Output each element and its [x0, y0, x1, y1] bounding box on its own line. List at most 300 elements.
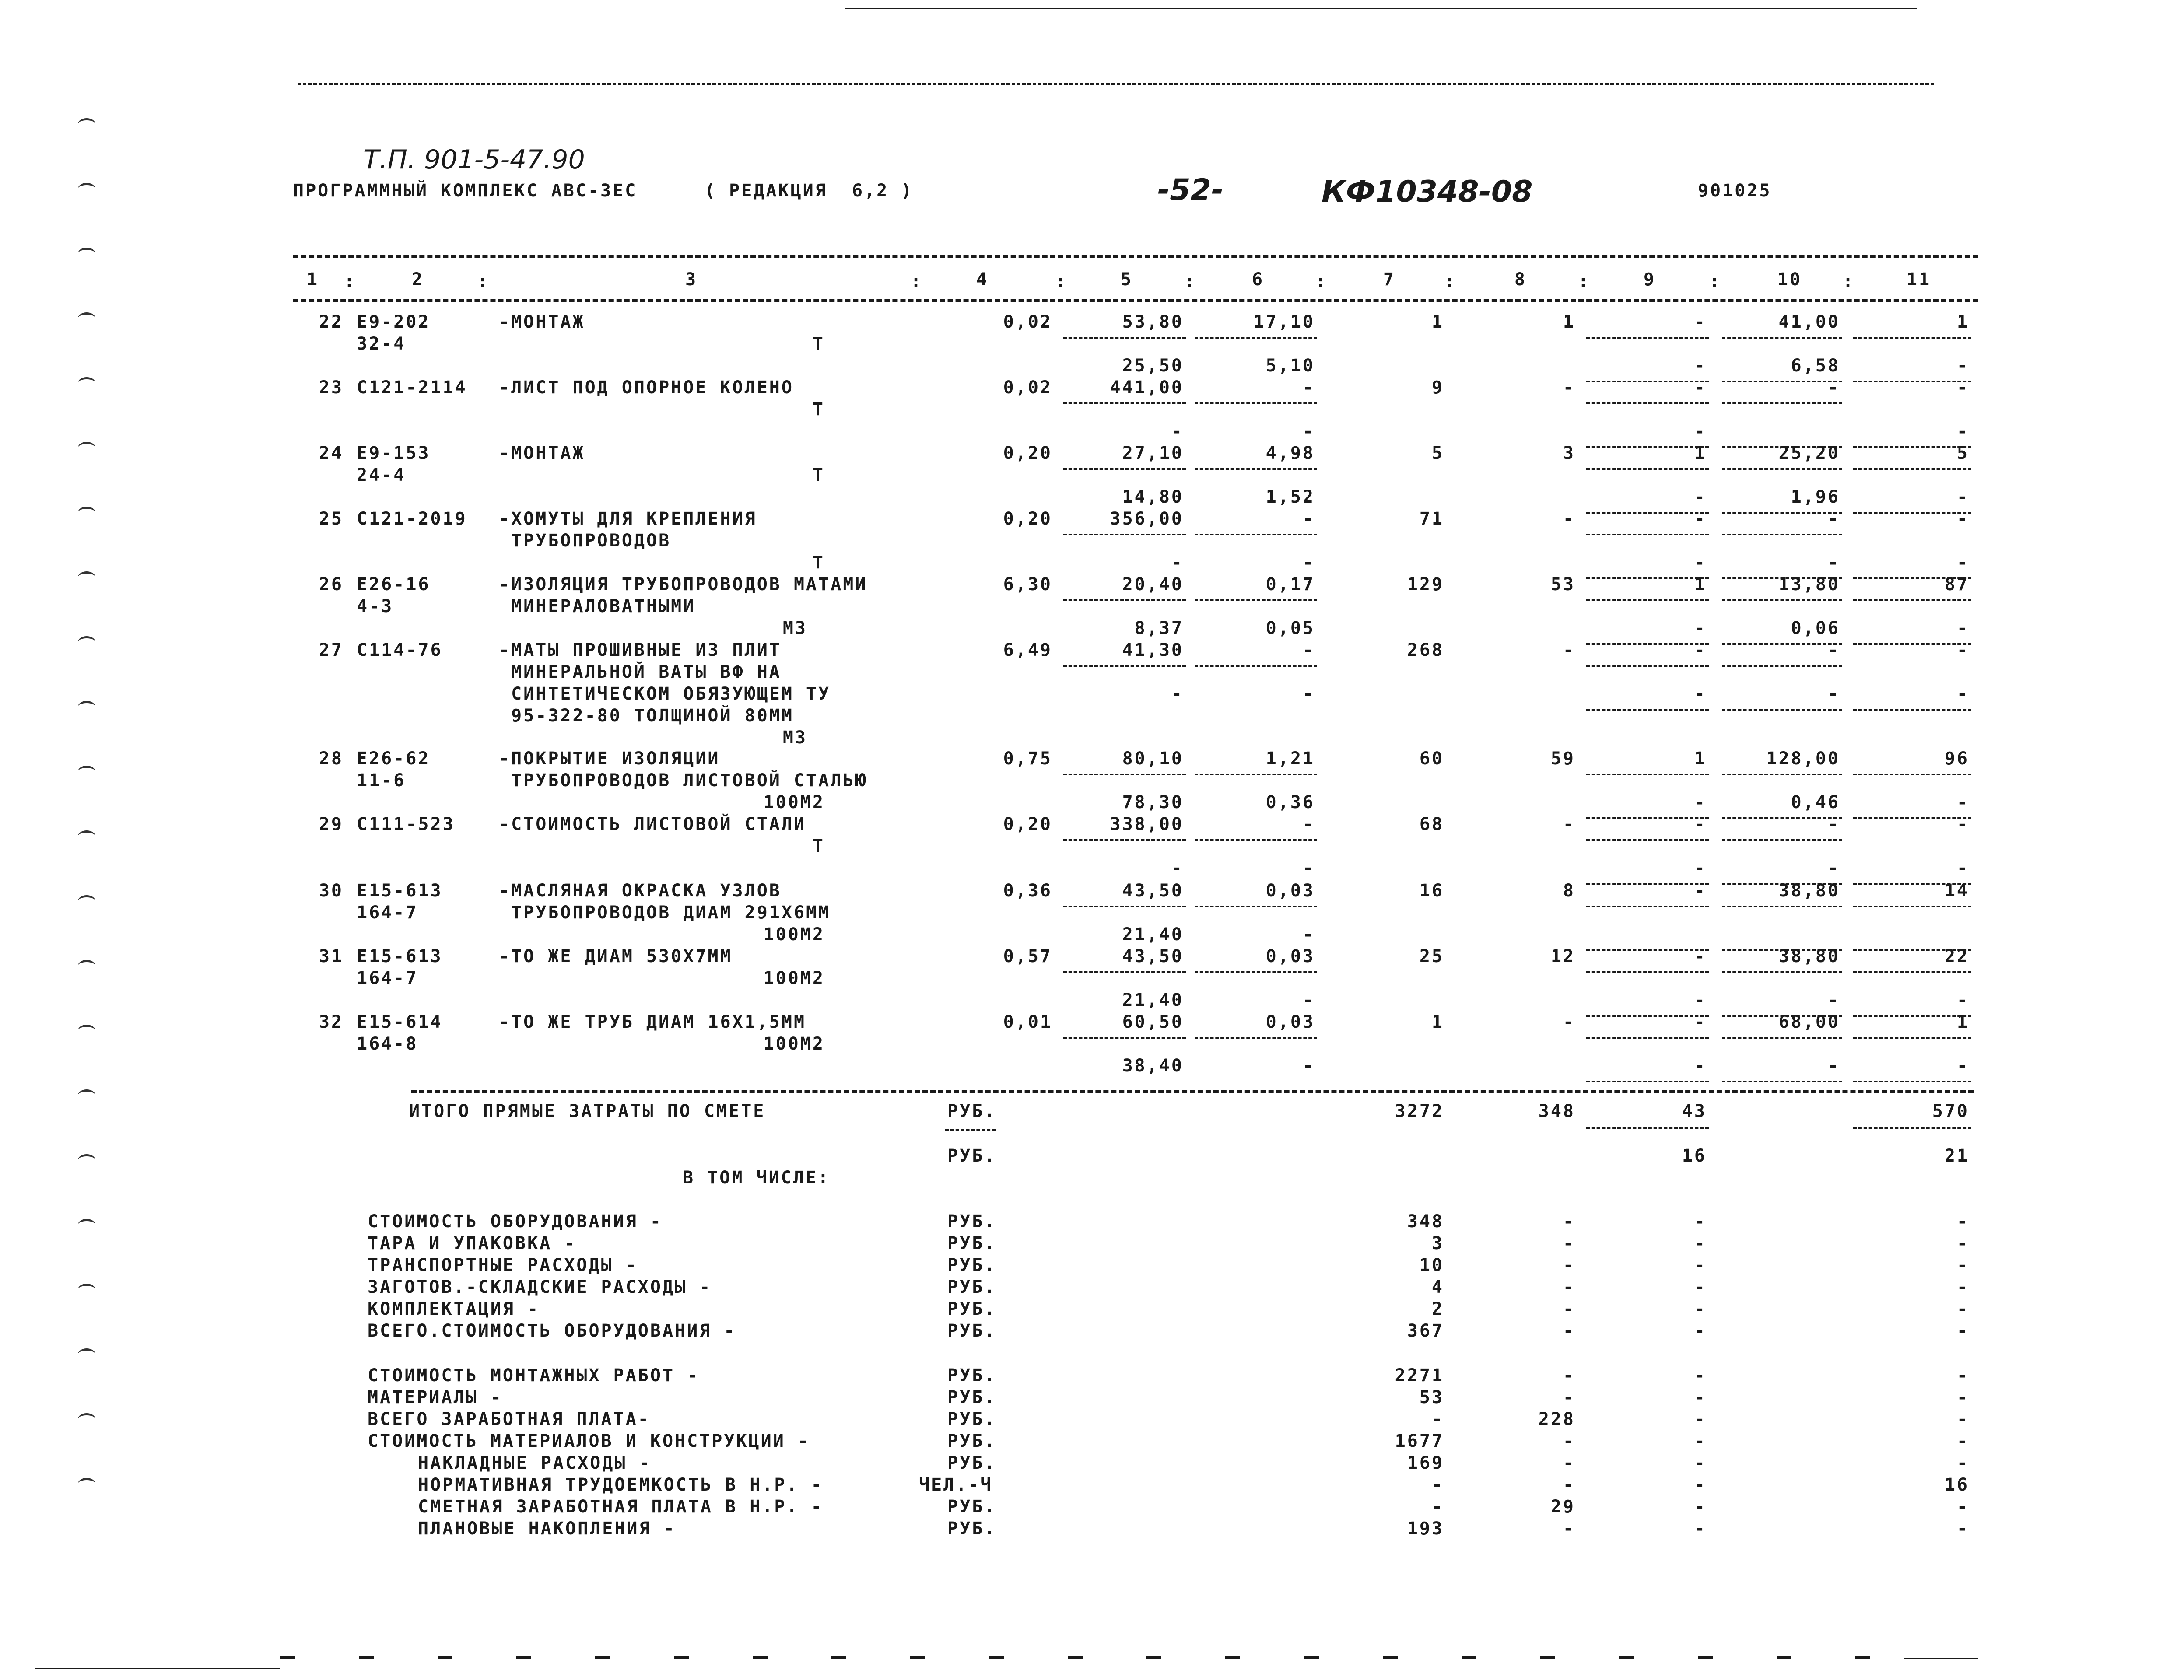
row-c9-secondary: - — [1694, 684, 1707, 704]
row-c6: - — [1302, 378, 1315, 398]
row-c11: 1 — [1956, 312, 1969, 332]
summary-c11: - — [1956, 1519, 1969, 1539]
row-c10: - — [1827, 640, 1840, 660]
row-unit: М3 — [782, 618, 807, 638]
row-c11-rule — [1853, 337, 1971, 339]
summary-label: ТРАНСПОРТНЫЕ РАСХОДЫ - — [368, 1255, 638, 1275]
row-c5-secondary: - — [1171, 553, 1184, 573]
row-c5: 43,50 — [1122, 881, 1184, 901]
row-c11: 22 — [1944, 946, 1969, 966]
row-c9-secondary: - — [1694, 792, 1707, 812]
column-separator: : — [1055, 272, 1068, 292]
row-c5-rule — [1063, 468, 1186, 470]
margin-punch-mark — [78, 1348, 95, 1360]
row-c11: - — [1956, 378, 1969, 398]
summary-c7: 53 — [1419, 1387, 1444, 1407]
bottom-dash-mark — [280, 1656, 295, 1659]
summary-c7: 193 — [1407, 1519, 1444, 1539]
row-c9-secondary: - — [1694, 553, 1707, 573]
row-name-line: -МАТЫ ПРОШИВНЫЕ ИЗ ПЛИТ — [499, 640, 782, 660]
document-number: 901025 — [1698, 181, 1772, 201]
summary-label: СТОИМОСТЬ МАТЕРИАЛОВ И КОНСТРУКЦИИ - — [368, 1431, 810, 1451]
row-c11: 1 — [1956, 1012, 1969, 1032]
row-c5: 80,10 — [1122, 749, 1184, 769]
row-c6-secondary: - — [1302, 858, 1315, 878]
row-c5-secondary: 25,50 — [1122, 356, 1184, 376]
margin-punch-mark — [78, 701, 95, 713]
row-c9-rule — [1586, 402, 1709, 404]
page-number: -52- — [1157, 173, 1224, 207]
row-c5-rule — [1063, 599, 1186, 601]
row-c9-rule — [1586, 468, 1709, 470]
column-separator: : — [1709, 272, 1722, 292]
row-code: Е26-16 — [357, 574, 431, 595]
row-c7: 16 — [1419, 881, 1444, 901]
row-c9: - — [1694, 881, 1707, 901]
row-c9: 1 — [1694, 443, 1707, 463]
row-c11-rule — [1853, 1037, 1971, 1039]
row-c6-rule — [1195, 468, 1317, 470]
row-c6: 0,03 — [1266, 881, 1315, 901]
summary-c7: 4 — [1431, 1277, 1444, 1297]
row-quantity: 6,30 — [1003, 574, 1052, 595]
summary-c8: - — [1563, 1431, 1575, 1451]
row-c8: 1 — [1563, 312, 1575, 332]
row-c5-rule — [1063, 337, 1186, 339]
summary-c9: - — [1694, 1409, 1707, 1429]
row-c6: 17,10 — [1253, 312, 1315, 332]
column-header-5: 5 — [1120, 270, 1133, 290]
summary-unit: РУБ. — [947, 1211, 997, 1232]
summary-c8: - — [1563, 1475, 1575, 1495]
column-header-7: 7 — [1383, 270, 1396, 290]
row-number: 31 — [319, 946, 344, 966]
bottom-dash-mark — [1855, 1656, 1870, 1659]
column-separator: : — [1578, 272, 1591, 292]
bottom-dash-mark — [1462, 1656, 1476, 1659]
row-unit: 100М2 — [763, 968, 825, 988]
row-c6-rule — [1195, 402, 1317, 404]
row-c6-secondary: - — [1302, 924, 1315, 945]
row-c6-secondary: - — [1302, 684, 1315, 704]
row-code: Е26-62 — [357, 749, 431, 769]
row-code: С121-2114 — [357, 378, 467, 398]
summary-c11: - — [1956, 1497, 1969, 1517]
row-c5-rule — [1063, 665, 1186, 667]
summary-c9: - — [1694, 1233, 1707, 1253]
totals-c9-secondary: 16 — [1682, 1146, 1707, 1166]
column-separator: : — [1842, 272, 1855, 292]
bottom-right-rule — [1904, 1658, 1978, 1659]
summary-label: КОМПЛЕКТАЦИЯ - — [368, 1299, 540, 1319]
row-code-secondary: 32-4 — [357, 334, 406, 354]
row-c7: 68 — [1419, 814, 1444, 834]
summary-c11: - — [1956, 1321, 1969, 1341]
row-c5-secondary: - — [1171, 421, 1184, 441]
row-c10-rule — [1722, 468, 1842, 470]
row-c8: 12 — [1550, 946, 1575, 966]
margin-punch-mark — [78, 442, 95, 454]
row-c10-secondary: 0,46 — [1791, 792, 1840, 812]
row-c10: 41,00 — [1778, 312, 1840, 332]
summary-c9: - — [1694, 1255, 1707, 1275]
row-name-line: -ЛИСТ ПОД ОПОРНОЕ КОЛЕНО — [499, 378, 794, 398]
row-c10-secondary-rule — [1722, 709, 1842, 710]
row-c8: 59 — [1550, 749, 1575, 769]
totals-c9-rule — [1586, 1127, 1709, 1129]
bottom-dash-mark — [753, 1656, 768, 1659]
bottom-dash-mark — [910, 1656, 925, 1659]
top-dash-line-1 — [845, 8, 1917, 9]
row-c6: 1,21 — [1266, 749, 1315, 769]
totals-label: ИТОГО ПРЯМЫЕ ЗАТРАТЫ ПО СМЕТЕ — [409, 1101, 766, 1121]
row-c10: 38,80 — [1778, 881, 1840, 901]
row-c5: 356,00 — [1110, 509, 1184, 529]
summary-c8: - — [1563, 1255, 1575, 1275]
margin-punch-mark — [78, 830, 95, 842]
summary-unit: РУБ. — [947, 1299, 997, 1319]
summary-c7: - — [1431, 1497, 1444, 1517]
row-c9: - — [1694, 814, 1707, 834]
edition-label: ( РЕДАКЦИЯ 6,2 ) — [705, 181, 914, 201]
row-c10: 68,00 — [1778, 1012, 1840, 1032]
summary-c8: - — [1563, 1299, 1575, 1319]
column-separator: : — [1444, 272, 1457, 292]
row-number: 26 — [319, 574, 344, 595]
column-header-10: 10 — [1777, 270, 1802, 290]
row-quantity: 0,02 — [1003, 378, 1052, 398]
row-c5: 20,40 — [1122, 574, 1184, 595]
summary-label: ЗАГОТОВ.-СКЛАДСКИЕ РАСХОДЫ - — [368, 1277, 712, 1297]
row-c5: 27,10 — [1122, 443, 1184, 463]
row-c11: 5 — [1956, 443, 1969, 463]
summary-c8: - — [1563, 1233, 1575, 1253]
summary-unit: РУБ. — [947, 1431, 997, 1451]
row-code-secondary: 4-3 — [357, 596, 394, 616]
row-c9: - — [1694, 640, 1707, 660]
row-c10-secondary: - — [1827, 990, 1840, 1010]
row-c9: - — [1694, 946, 1707, 966]
summary-c9: - — [1694, 1365, 1707, 1386]
row-c11-rule — [1853, 468, 1971, 470]
row-c5-rule — [1063, 906, 1186, 907]
summary-label: ПЛАНОВЫЕ НАКОПЛЕНИЯ - — [418, 1519, 676, 1539]
totals-c11-rule — [1853, 1127, 1971, 1129]
summary-c8: - — [1563, 1453, 1575, 1473]
row-quantity: 0,02 — [1003, 312, 1052, 332]
row-c10-rule — [1722, 402, 1842, 404]
row-name-line: ТРУБОПРОВОДОВ — [499, 531, 671, 551]
row-c11-rule — [1853, 906, 1971, 907]
row-quantity: 0,75 — [1003, 749, 1052, 769]
margin-punch-mark — [78, 1413, 95, 1425]
row-c10: - — [1827, 509, 1840, 529]
row-c9-rule — [1586, 839, 1709, 841]
row-number: 22 — [319, 312, 344, 332]
row-unit: Т — [812, 399, 825, 420]
row-c6: 0,17 — [1266, 574, 1315, 595]
row-name-line: МИНЕРАЛОВАТНЫМИ — [499, 596, 696, 616]
summary-c11: 16 — [1944, 1475, 1969, 1495]
handwritten-project-code: Т.П. 901-5-47.90 — [363, 144, 585, 175]
row-name-line: -МОНТАЖ — [499, 443, 585, 463]
row-code-secondary: 164-8 — [357, 1034, 418, 1054]
row-c11-secondary: - — [1956, 356, 1969, 376]
top-dash-line-2 — [298, 83, 1934, 85]
row-c7: 71 — [1419, 509, 1444, 529]
summary-c8: 29 — [1550, 1497, 1575, 1517]
row-c9: - — [1694, 378, 1707, 398]
bottom-dash-mark — [438, 1656, 452, 1659]
row-code: Е9-153 — [357, 443, 431, 463]
row-c10: - — [1827, 814, 1840, 834]
row-c11-rule — [1853, 971, 1971, 973]
summary-c11: - — [1956, 1255, 1969, 1275]
row-c6-rule — [1195, 599, 1317, 601]
summary-label: НОРМАТИВНАЯ ТРУДОЕМКОСТЬ В Н.Р. - — [418, 1475, 824, 1495]
row-c8: - — [1563, 378, 1575, 398]
summary-c9: - — [1694, 1453, 1707, 1473]
row-quantity: 0,20 — [1003, 509, 1052, 529]
row-c10-secondary: - — [1827, 1056, 1840, 1076]
totals-unit-rule — [945, 1129, 996, 1130]
summary-unit: РУБ. — [947, 1321, 997, 1341]
row-c9-rule — [1586, 1037, 1709, 1039]
summary-c7: 2 — [1431, 1299, 1444, 1319]
totals-c11-secondary: 21 — [1944, 1146, 1969, 1166]
summary-unit: РУБ. — [947, 1453, 997, 1473]
bottom-dash-mark — [516, 1656, 531, 1659]
row-c5-rule — [1063, 774, 1186, 775]
row-c7: 25 — [1419, 946, 1444, 966]
row-c10-secondary-rule — [1722, 1081, 1842, 1082]
row-code: С111-523 — [357, 814, 455, 834]
row-c10-rule — [1722, 1037, 1842, 1039]
summary-c8: 228 — [1538, 1409, 1575, 1429]
column-separator: : — [910, 272, 923, 292]
row-unit: М3 — [782, 728, 807, 748]
row-c11-rule — [1853, 774, 1971, 775]
row-c11-secondary: - — [1956, 990, 1969, 1010]
margin-punch-mark — [78, 571, 95, 583]
row-code: Е9-202 — [357, 312, 431, 332]
row-c11-secondary-rule — [1853, 709, 1971, 710]
column-header-2: 2 — [411, 270, 424, 290]
bottom-dash-mark — [1383, 1656, 1398, 1659]
summary-unit: ЧЕЛ.-Ч — [919, 1475, 993, 1495]
row-c10: 25,20 — [1778, 443, 1840, 463]
row-name-line: -МАСЛЯНАЯ ОКРАСКА УЗЛОВ — [499, 881, 782, 901]
row-c9-rule — [1586, 665, 1709, 667]
row-c11-secondary: - — [1956, 421, 1969, 441]
row-c5-secondary: 8,37 — [1134, 618, 1184, 638]
row-c8: - — [1563, 640, 1575, 660]
summary-unit: РУБ. — [947, 1365, 997, 1386]
row-c7: 1 — [1431, 312, 1444, 332]
row-c11: - — [1956, 640, 1969, 660]
row-c9-rule — [1586, 774, 1709, 775]
margin-punch-mark — [78, 183, 95, 195]
row-c9: - — [1694, 312, 1707, 332]
row-c11: 96 — [1944, 749, 1969, 769]
row-unit: Т — [812, 465, 825, 485]
row-c6-rule — [1195, 971, 1317, 973]
row-c9-rule — [1586, 534, 1709, 536]
row-c6-secondary: 1,52 — [1266, 487, 1315, 507]
row-c5-secondary: 21,40 — [1122, 924, 1184, 945]
row-c10: - — [1827, 378, 1840, 398]
margin-punch-mark — [78, 1284, 95, 1295]
summary-label: ВСЕГО.СТОИМОСТЬ ОБОРУДОВАНИЯ - — [368, 1321, 736, 1341]
row-c11-secondary-rule — [1853, 1081, 1971, 1082]
column-header-8: 8 — [1514, 270, 1527, 290]
row-code-secondary: 164-7 — [357, 968, 418, 988]
row-number: 24 — [319, 443, 344, 463]
row-quantity: 0,01 — [1003, 1012, 1052, 1032]
row-c5: 338,00 — [1110, 814, 1184, 834]
row-c7: 9 — [1431, 378, 1444, 398]
row-c11-rule — [1853, 599, 1971, 601]
summary-c11: - — [1956, 1211, 1969, 1232]
row-c10: 13,80 — [1778, 574, 1840, 595]
program-name: ПРОГРАММНЫЙ КОМПЛЕКС АВС-3ЕС — [293, 181, 638, 201]
row-c6-rule — [1195, 665, 1317, 667]
row-c11-secondary: - — [1956, 792, 1969, 812]
row-c6: - — [1302, 509, 1315, 529]
summary-c8: - — [1563, 1321, 1575, 1341]
totals-c9: 43 — [1682, 1101, 1707, 1121]
row-c6-rule — [1195, 906, 1317, 907]
summary-c11: - — [1956, 1409, 1969, 1429]
column-separator: : — [477, 272, 490, 292]
row-name-line: -ТО ЖЕ ДИАМ 530Х7ММ — [499, 946, 733, 966]
column-separator: : — [1315, 272, 1328, 292]
summary-c9: - — [1694, 1519, 1707, 1539]
column-header-3: 3 — [685, 270, 698, 290]
row-c11: - — [1956, 814, 1969, 834]
row-c9-secondary-rule — [1586, 1081, 1709, 1082]
row-c8: 8 — [1563, 881, 1575, 901]
row-number: 23 — [319, 378, 344, 398]
column-header-6: 6 — [1252, 270, 1265, 290]
summary-c9: - — [1694, 1299, 1707, 1319]
row-c9-secondary: - — [1694, 858, 1707, 878]
row-c11-secondary: - — [1956, 1056, 1969, 1076]
summary-c9: - — [1694, 1387, 1707, 1407]
totals-c8: 348 — [1538, 1101, 1575, 1121]
row-c5: 43,50 — [1122, 946, 1184, 966]
margin-punch-mark — [78, 960, 95, 972]
summary-c9: - — [1694, 1321, 1707, 1341]
row-c10-rule — [1722, 665, 1842, 667]
row-c11-secondary: - — [1956, 487, 1969, 507]
row-c9-rule — [1586, 906, 1709, 907]
row-name-line: СИНТЕТИЧЕСКОМ ОБЯЗУЮЩЕМ ТУ — [499, 684, 831, 704]
row-name-line: -МОНТАЖ — [499, 312, 585, 332]
row-name-line: -ТО ЖЕ ТРУБ ДИАМ 16Х1,5ММ — [499, 1012, 806, 1032]
row-c5-rule — [1063, 1037, 1186, 1039]
row-c7: 5 — [1431, 443, 1444, 463]
row-c6-secondary: 0,05 — [1266, 618, 1315, 638]
summary-unit: РУБ. — [947, 1387, 997, 1407]
row-number: 25 — [319, 509, 344, 529]
summary-unit: РУБ. — [947, 1233, 997, 1253]
totals-c11: 570 — [1932, 1101, 1969, 1121]
row-c9-rule — [1586, 599, 1709, 601]
row-c9: 1 — [1694, 574, 1707, 595]
row-c5-secondary: 14,80 — [1122, 487, 1184, 507]
summary-c7: - — [1431, 1475, 1444, 1495]
row-c6-rule — [1195, 1037, 1317, 1039]
row-code-secondary: 164-7 — [357, 903, 418, 923]
summary-c9: - — [1694, 1211, 1707, 1232]
row-c11-secondary: - — [1956, 618, 1969, 638]
bottom-dash-mark — [1540, 1656, 1555, 1659]
row-number: 32 — [319, 1012, 344, 1032]
row-c5-secondary: 21,40 — [1122, 990, 1184, 1010]
row-c5-secondary: 78,30 — [1122, 792, 1184, 812]
row-c11-secondary: - — [1956, 858, 1969, 878]
totals-top-rule — [411, 1090, 1974, 1093]
column-separator: : — [344, 272, 357, 292]
header-top-rule — [293, 256, 1978, 258]
summary-label: ВСЕГО ЗАРАБОТНАЯ ПЛАТА- — [368, 1409, 650, 1429]
bottom-dash-mark — [674, 1656, 689, 1659]
summary-c7: 10 — [1419, 1255, 1444, 1275]
summary-c9: - — [1694, 1497, 1707, 1517]
row-c7: 1 — [1431, 1012, 1444, 1032]
summary-c9: - — [1694, 1277, 1707, 1297]
margin-punch-mark — [78, 118, 95, 130]
margin-punch-mark — [78, 895, 95, 907]
row-c9: - — [1694, 1012, 1707, 1032]
row-c11: 14 — [1944, 881, 1969, 901]
row-number: 30 — [319, 881, 344, 901]
row-c10-rule — [1722, 599, 1842, 601]
row-c8: 53 — [1550, 574, 1575, 595]
bottom-left-rule — [35, 1668, 280, 1669]
summary-c11: - — [1956, 1233, 1969, 1253]
margin-punch-mark — [78, 1219, 95, 1231]
row-c10-rule — [1722, 337, 1842, 339]
row-c10-secondary: - — [1827, 553, 1840, 573]
row-quantity: 0,36 — [1003, 881, 1052, 901]
margin-punch-mark — [78, 636, 95, 648]
column-header-9: 9 — [1643, 270, 1656, 290]
row-unit: 100М2 — [763, 1034, 825, 1054]
bottom-dash-mark — [1146, 1656, 1161, 1659]
row-c11-secondary: - — [1956, 684, 1969, 704]
row-c10-secondary: 1,96 — [1791, 487, 1840, 507]
row-c7: 60 — [1419, 749, 1444, 769]
row-c5: 53,80 — [1122, 312, 1184, 332]
row-c11-secondary: - — [1956, 553, 1969, 573]
row-c6-secondary: - — [1302, 421, 1315, 441]
summary-unit: РУБ. — [947, 1409, 997, 1429]
row-unit: 100М2 — [763, 792, 825, 812]
row-c6-rule — [1195, 337, 1317, 339]
header-bottom-rule — [293, 299, 1978, 302]
row-quantity: 0,57 — [1003, 946, 1052, 966]
row-name-line: -СТОИМОСТЬ ЛИСТОВОЙ СТАЛИ — [499, 814, 806, 834]
row-code-secondary: 11-6 — [357, 770, 406, 791]
row-c6-secondary: - — [1302, 553, 1315, 573]
summary-c7: 2271 — [1395, 1365, 1444, 1386]
summary-c11: - — [1956, 1277, 1969, 1297]
row-c8: 3 — [1563, 443, 1575, 463]
row-c5: 441,00 — [1110, 378, 1184, 398]
totals-unit-secondary: РУБ. — [947, 1146, 997, 1166]
